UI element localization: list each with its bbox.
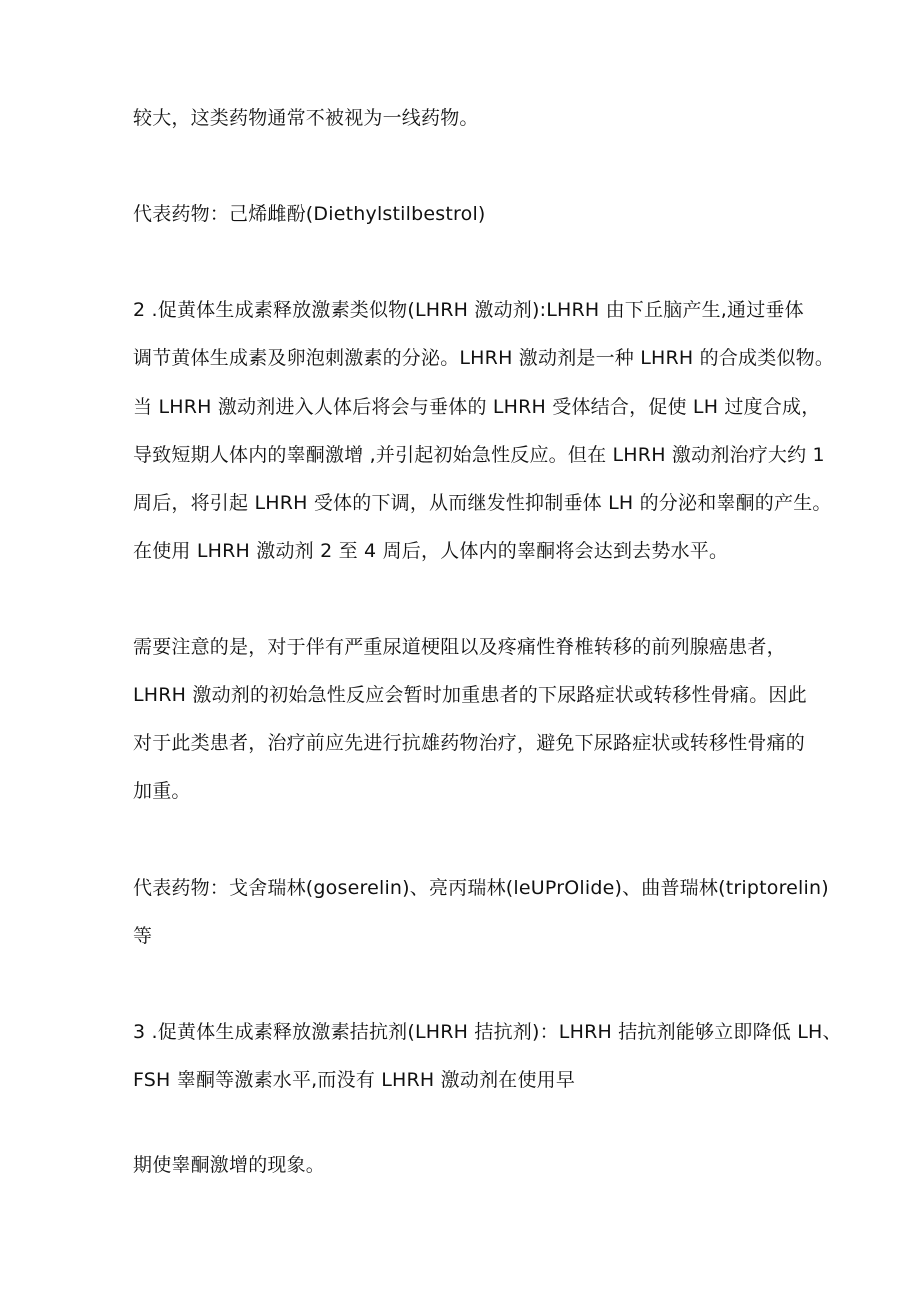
text-line-13: 代表药物：戈舍瑞林(goserelin)、亮丙瑞林(leUPrOlide)、曲普瑞林(triptorelin) <box>133 877 829 899</box>
text-line-15: 3 .促黄体生成素释放激素拮抗剂(LHRH 拮抗剂)：LHRH 拮抗剂能够立即降低 LH、 <box>133 1021 842 1043</box>
text-line-8: 在使用 LHRH 激动剂 2 至 4 周后，人体内的睾酮将会达到去势水平。 <box>133 540 729 562</box>
text-line-4: 调节黄体生成素及卵泡刺激素的分泌。LHRH 激动剂是一种 LHRH 的合成类似物。 <box>133 347 835 369</box>
text-line-9: 需要注意的是，对于伴有严重尿道梗阻以及疼痛性脊椎转移的前列腺癌患者， <box>133 636 786 658</box>
text-line-16: FSH 睾酮等激素水平,而没有 LHRH 激动剂在使用早 <box>133 1069 576 1091</box>
text-line-12: 加重。 <box>133 780 191 802</box>
text-line-14: 等 <box>133 925 153 947</box>
text-line-10: LHRH 激动剂的初始急性反应会暂时加重患者的下尿路症状或转移性骨痛。因此 <box>133 684 807 706</box>
text-line-6: 导致短期人体内的睾酮激增 ,并引起初始急性反应。但在 LHRH 激动剂治疗大约 1 <box>133 444 825 466</box>
text-line-1: 较大，这类药物通常不被视为一线药物。 <box>133 107 479 129</box>
text-line-2: 代表药物：己烯雌酚(Diethylstilbestrol) <box>133 203 486 225</box>
text-line-7: 周后，将引起 LHRH 受体的下调，从而继发性抑制垂体 LH 的分泌和睾酮的产生。 <box>133 492 832 514</box>
text-line-5: 当 LHRH 激动剂进入人体后将会与垂体的 LHRH 受体结合，促使 LH 过度合成， <box>133 396 821 418</box>
text-line-3: 2 .促黄体生成素释放激素类似物(LHRH 激动剂):LHRH 由下丘脑产生,通过垂体 <box>133 299 804 321</box>
text-line-17: 期使睾酮激增的现象。 <box>133 1154 326 1176</box>
text-line-11: 对于此类患者，治疗前应先进行抗雄药物治疗，避免下尿路症状或转移性骨痛的 <box>133 732 806 754</box>
